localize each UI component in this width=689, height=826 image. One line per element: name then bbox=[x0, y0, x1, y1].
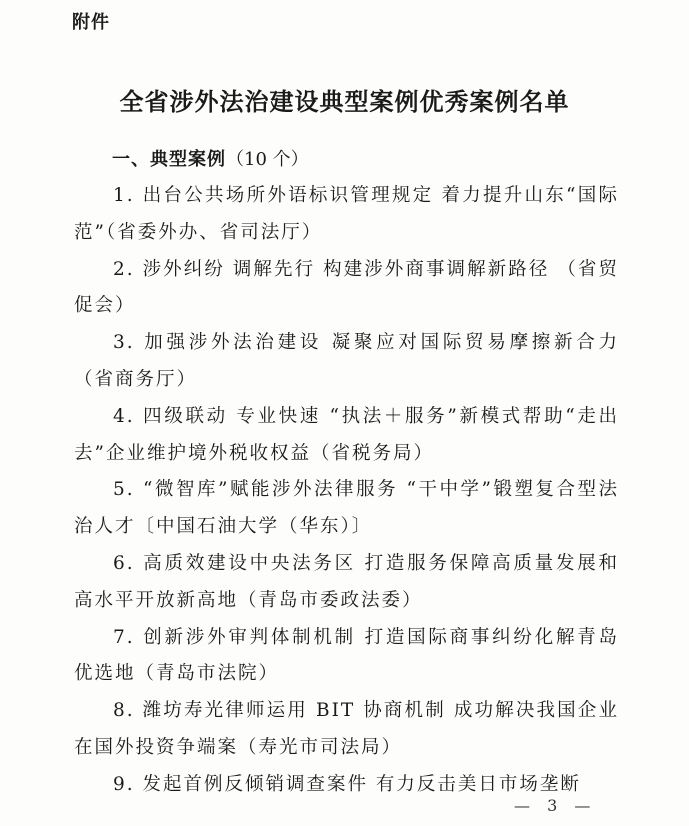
case-item-2: 2. 涉外纠纷 调解先行 构建涉外商事调解新路径 （省贸促会） bbox=[74, 258, 619, 317]
case-item-8: 8. 潍坊寿光律师运用 BIT 协商机制 成功解决我国企业在国外投资争端案（寿光市司法局） bbox=[74, 700, 619, 758]
section-heading-label: 一、典型案例 bbox=[112, 149, 226, 170]
case-item-4: 4. 四级联动 专业快速 “执法＋服务”新模式帮助“走出去”企业维护境外税收权益（省税务局） bbox=[74, 405, 619, 464]
attachment-label: 附件 bbox=[72, 12, 110, 33]
document-title: 全省涉外法治建设典型案例优秀案例名单 bbox=[119, 88, 570, 116]
section-heading bbox=[112, 145, 309, 171]
case-item-6: 6. 高质效建设中央法务区 打造服务保障高质量发展和高水平开放新高地（青岛市委政法委） bbox=[74, 552, 619, 611]
section-heading-count: （10 个） bbox=[226, 149, 309, 170]
case-item-3: 3. 加强涉外法治建设 凝聚应对国际贸易摩擦新合力（省商务厅） bbox=[74, 332, 619, 390]
page-number: — 3 — bbox=[514, 796, 597, 815]
case-list bbox=[74, 178, 619, 804]
case-item-9: 9. 发起首例反倾销调查案件 有力反击美日市场垄断 bbox=[113, 773, 581, 795]
case-item-1: 1. 出台公共场所外语标识管理规定 着力提升山东“国际范”（省委外办、省司法厅） bbox=[74, 185, 619, 243]
case-item-5: 5. “微智库”赋能涉外法律服务 “干中学”锻塑复合型法治人才〔中国石油大学（华东）〕 bbox=[74, 479, 619, 538]
case-item-7: 7. 创新涉外审判体制机制 打造国际商事纠纷化解青岛优选地（青岛市法院） bbox=[74, 626, 619, 685]
